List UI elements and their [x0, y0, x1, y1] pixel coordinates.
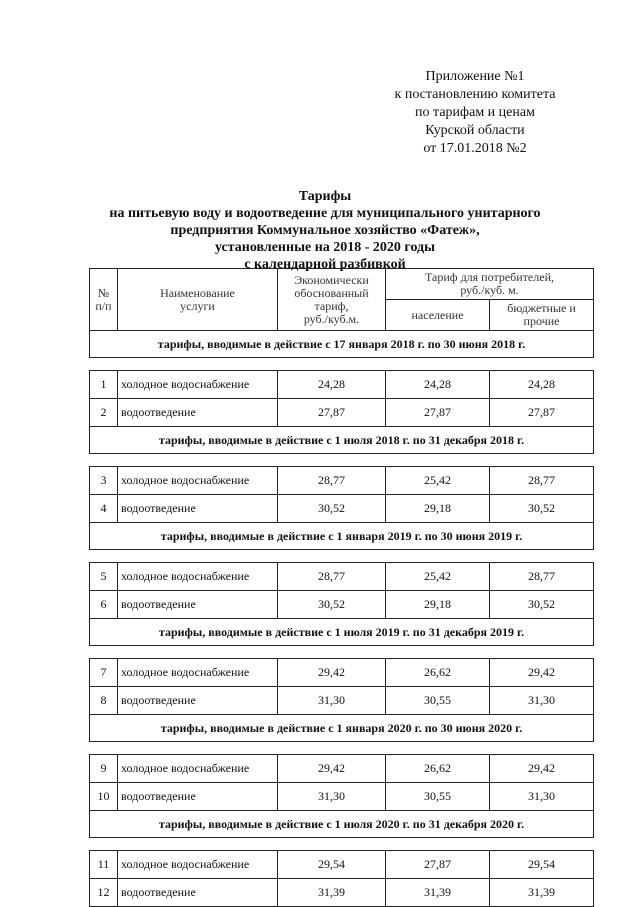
population-tariff: 30,55	[386, 783, 490, 811]
service-name: холодное водоснабжение	[118, 659, 278, 687]
header-num: № п/п	[90, 269, 118, 331]
appendix-line: Приложение №1	[425, 69, 525, 84]
table-row	[90, 563, 594, 591]
service-name: холодное водоснабжение	[118, 371, 278, 399]
budget-tariff: 31,39	[490, 879, 594, 907]
table-row	[90, 371, 594, 399]
table-row	[90, 467, 594, 495]
spacer-row	[90, 838, 594, 851]
population-tariff: 24,28	[386, 371, 490, 399]
spacer-row	[90, 550, 594, 563]
spacer-row	[90, 454, 594, 467]
population-tariff: 26,62	[386, 659, 490, 687]
budget-tariff: 27,87	[490, 399, 594, 427]
period-label: тарифы, вводимые в действие с 1 июля 2018 г. по 31 декабря 2018 г.	[90, 427, 594, 454]
table-row	[90, 879, 594, 907]
header-service-name: Наименование услуги	[118, 269, 278, 331]
period-row	[90, 811, 594, 838]
period-row	[90, 619, 594, 646]
header-population: население	[386, 300, 490, 331]
population-tariff: 31,39	[386, 879, 490, 907]
title-line: установленные на 2018 - 2020 годы	[214, 240, 436, 255]
economic-tariff: 29,42	[278, 659, 386, 687]
table-row	[90, 591, 594, 619]
service-name: водоотведение	[118, 399, 278, 427]
row-number: 3	[90, 467, 118, 495]
population-tariff: 30,55	[386, 687, 490, 715]
spacer-row	[90, 358, 594, 371]
service-name: водоотведение	[118, 495, 278, 523]
budget-tariff: 29,42	[490, 755, 594, 783]
population-tariff: 27,87	[386, 399, 490, 427]
population-tariff: 29,18	[386, 591, 490, 619]
economic-tariff: 31,30	[278, 783, 386, 811]
row-number: 4	[90, 495, 118, 523]
row-number: 7	[90, 659, 118, 687]
table-row	[90, 851, 594, 879]
period-label: тарифы, вводимые в действие с 1 января 2020 г. по 30 июня 2020 г.	[90, 715, 594, 742]
economic-tariff: 30,52	[278, 591, 386, 619]
budget-tariff: 28,77	[490, 563, 594, 591]
economic-tariff: 29,42	[278, 755, 386, 783]
service-name: холодное водоснабжение	[118, 563, 278, 591]
row-number: 12	[90, 879, 118, 907]
title-line: предприятия Коммунальное хозяйство «Фатеж»,	[170, 223, 480, 238]
appendix-line: по тарифам и ценам	[415, 105, 535, 120]
economic-tariff: 31,30	[278, 687, 386, 715]
row-number: 5	[90, 563, 118, 591]
service-name: холодное водоснабжение	[118, 851, 278, 879]
period-label: тарифы, вводимые в действие с 1 июля 2020 г. по 31 декабря 2020 г.	[90, 811, 594, 838]
spacer-row	[90, 742, 594, 755]
population-tariff: 25,42	[386, 563, 490, 591]
appendix-line: Курской области	[425, 123, 525, 138]
population-tariff: 26,62	[386, 755, 490, 783]
period-label: тарифы, вводимые в действие с 1 июля 2019 г. по 31 декабря 2019 г.	[90, 619, 594, 646]
row-number: 2	[90, 399, 118, 427]
period-row	[90, 715, 594, 742]
service-name: водоотведение	[118, 783, 278, 811]
table-row	[90, 783, 594, 811]
economic-tariff: 24,28	[278, 371, 386, 399]
row-number: 8	[90, 687, 118, 715]
service-name: холодное водоснабжение	[118, 755, 278, 783]
service-name: холодное водоснабжение	[118, 467, 278, 495]
budget-tariff: 28,77	[490, 467, 594, 495]
row-number: 11	[90, 851, 118, 879]
table-row	[90, 687, 594, 715]
tariffs-table	[89, 268, 594, 907]
header-economic-tariff: Экономически обоснованный тариф, руб./куб.м.	[278, 269, 386, 331]
economic-tariff: 30,52	[278, 495, 386, 523]
budget-tariff: 31,30	[490, 687, 594, 715]
row-number: 10	[90, 783, 118, 811]
header-consumer-tariff: Тариф для потребителей, руб./куб. м.	[386, 269, 594, 300]
appendix-block	[360, 68, 590, 158]
period-row	[90, 331, 594, 358]
title-line: с календарной разбивкой	[244, 257, 406, 272]
budget-tariff: 29,54	[490, 851, 594, 879]
row-number: 6	[90, 591, 118, 619]
service-name: водоотведение	[118, 591, 278, 619]
table-row	[90, 659, 594, 687]
economic-tariff: 28,77	[278, 467, 386, 495]
appendix-line: от 17.01.2018 №2	[423, 141, 527, 156]
population-tariff: 25,42	[386, 467, 490, 495]
population-tariff: 27,87	[386, 851, 490, 879]
row-number: 1	[90, 371, 118, 399]
title-line: Тарифы	[298, 189, 352, 204]
spacer-row	[90, 646, 594, 659]
budget-tariff: 29,42	[490, 659, 594, 687]
appendix-line: к постановлению комитета	[394, 87, 556, 102]
period-label: тарифы, вводимые в действие с 17 января 2018 г. по 30 июня 2018 г.	[90, 331, 594, 358]
table-row	[90, 755, 594, 783]
period-row	[90, 427, 594, 454]
period-label: тарифы, вводимые в действие с 1 января 2019 г. по 30 июня 2019 г.	[90, 523, 594, 550]
population-tariff: 29,18	[386, 495, 490, 523]
economic-tariff: 29,54	[278, 851, 386, 879]
budget-tariff: 31,30	[490, 783, 594, 811]
economic-tariff: 31,39	[278, 879, 386, 907]
table-row	[90, 495, 594, 523]
period-row	[90, 523, 594, 550]
header-budget-other: бюджетные и прочие	[490, 300, 594, 331]
row-number: 9	[90, 755, 118, 783]
economic-tariff: 28,77	[278, 563, 386, 591]
tariffs-body	[90, 331, 594, 907]
service-name: водоотведение	[118, 879, 278, 907]
table-row	[90, 399, 594, 427]
budget-tariff: 30,52	[490, 591, 594, 619]
budget-tariff: 24,28	[490, 371, 594, 399]
economic-tariff: 27,87	[278, 399, 386, 427]
document-title	[60, 188, 590, 273]
service-name: водоотведение	[118, 687, 278, 715]
title-line: на питьевую воду и водоотведение для муниципального унитарного	[109, 206, 541, 221]
budget-tariff: 30,52	[490, 495, 594, 523]
